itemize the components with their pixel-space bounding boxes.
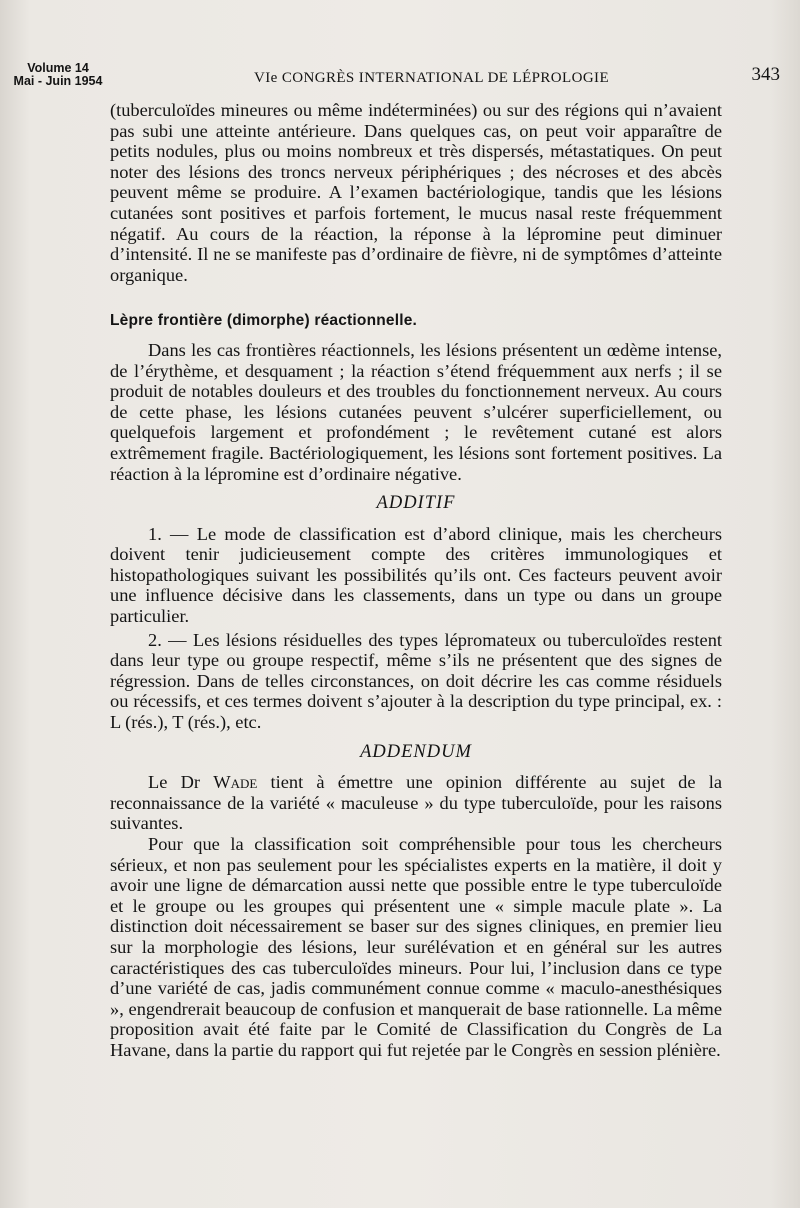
addendum-heading: ADDENDUM <box>360 741 472 762</box>
volume-info <box>8 62 108 88</box>
journal-title: VIe CONGRÈS INTERNATIONAL DE LÉPROLOGIE <box>254 70 610 86</box>
additif-heading: ADDITIF <box>376 493 456 514</box>
section-subheading: Lèpre frontière (dimorphe) réactionnelle. <box>110 312 418 330</box>
author-name: Wade <box>213 772 258 793</box>
paragraph-reactional-borderline: Dans les cas frontières réactionnels, les lésions présentent un œdème intense, de l’érythème, et desquament ; la réaction s’étend fréquemment aux nerfs ; il se produit de notables douleurs et des troubles du fonctionnement nerveux. Au cours de cette phase, les lésions cutanées peuvent s’ulcérer superficiellement, ou quelquefois largement et profondément ; le revêtement cutané est alors extrêmement fragile. Bactériologiquement, les lésions sont fortement positives. La réaction à la lépromine est d’ordinaire négative. <box>110 339 722 484</box>
page-number: 343 <box>751 64 780 85</box>
addendum-paragraph-1-text: tient à émettre une opinion différente au sujet de la reconnaissance de la variété « maculeuse » du type tuberculoïde, pour les raisons suivantes. <box>110 772 722 834</box>
volume-number: Volume 14 <box>27 61 89 75</box>
paragraph-continuation: (tuberculoïdes mineures ou même indéterminées) ou sur des régions qui n’avaient pas subi une atteinte antérieure. Dans quelques cas, on peut voir apparaître de petits nodules, plus ou moins nombreux et très dispersés, métastatiques. On peut noter des lésions des troncs nerveux périphériques ; des nécroses et des abcès peuvent même se produire. A l’examen bactériologique, tandis que les lésions cutanées sont positives et parfois fortement, le mucus nasal reste fréquemment négatif. Au cours de la réaction, la réponse à la lépromine peut diminuer d’intensité. Il ne se manifeste pas d’ordinaire de fièvre, ni de symptômes d’atteinte organique. <box>110 100 722 285</box>
additif-item-1: 1. — Le mode de classification est d’abord clinique, mais les chercheurs doivent tenir judicieusement compte des critères immunologiques et histopathologiques suivant les possibilités qu’ils ont. Ces facteurs peuvent avoir une influence décisive dans les classements, dans un type ou dans un groupe particulier. <box>110 523 722 627</box>
issue-date: Mai - Juin 1954 <box>13 74 103 88</box>
addendum-paragraph-1 <box>110 772 722 834</box>
article-body <box>110 100 722 1061</box>
addendum-paragraph-2: Pour que la classification soit compréhensible pour tous les chercheurs sérieux, et non pas seulement pour les spécialistes experts en la matière, il doit y avoir une ligne de démarcation aussi nette que possible entre le type tuberculoïde et le groupe ou les groupes qui présentent une « simple macule plate ». La distinction doit nécessairement se baser sur des signes cliniques, en premier lieu sur la morphologie des lésions, leur surélévation et en général sur les autres caractéristiques des cas tuberculoïdes mineurs. Pour lui, l’inclusion dans ce type d’une variété de cas, jadis communément connue comme « maculo-anesthésiques », engendrerait beaucoup de confusion et manquerait de base rationnelle. La même proposition avait été faite par le Comité de Classification du Congrès de La Havane, dans la partie du rapport qui fut rejetée par le Congrès en session plénière. <box>110 834 722 1060</box>
running-header <box>8 62 780 98</box>
addendum-opening: Le Dr <box>148 772 201 793</box>
additif-item-2: 2. — Les lésions résiduelles des types lépromateux ou tuberculoïdes restent dans leur type ou groupe respectif, même s’ils ne présentent que des signes de régression. Dans de telles circonstances, on doit décrire les cas comme résiduels ou récessifs, et ces termes doivent s’ajouter à la description du type principal, ex. : L (rés.), T (rés.), etc. <box>110 629 722 733</box>
